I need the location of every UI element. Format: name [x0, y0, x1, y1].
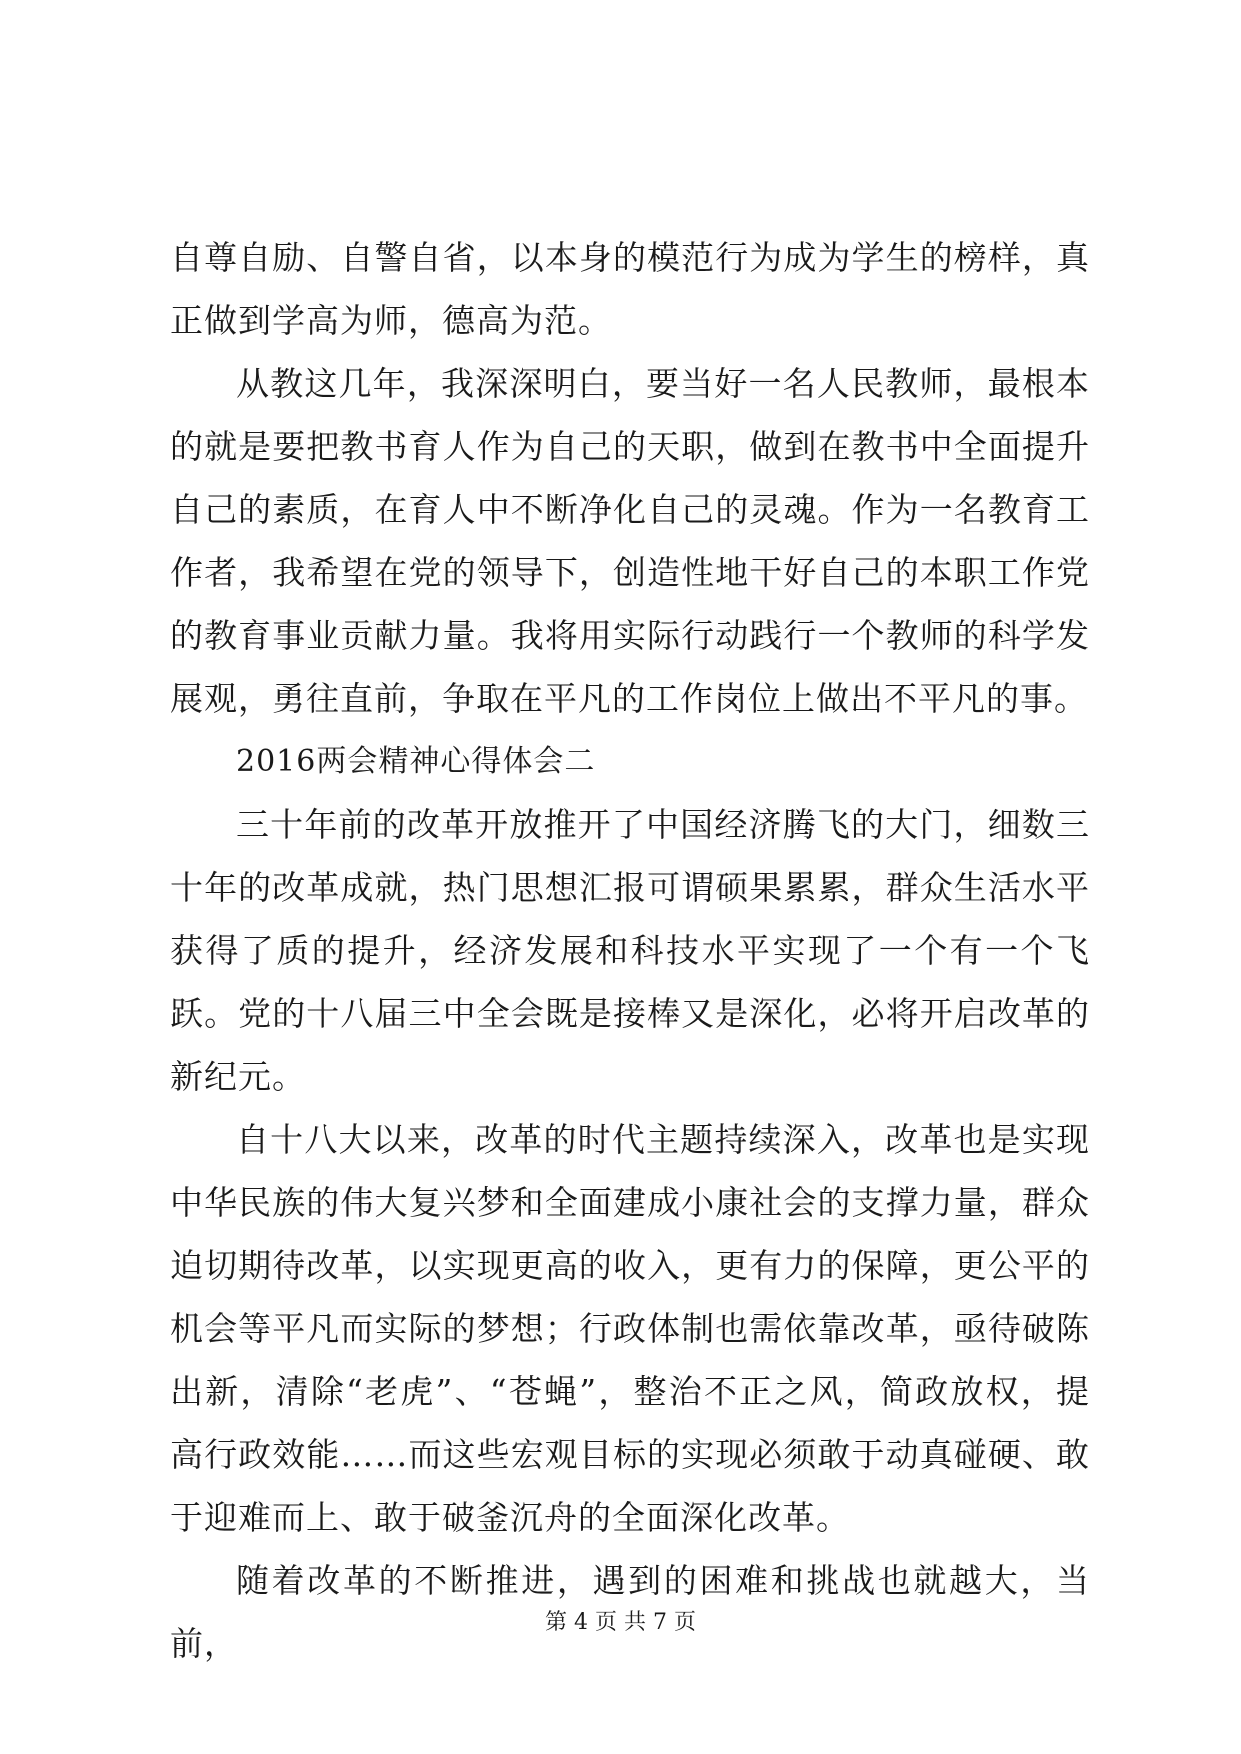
paragraph-4: 自十八大以来，改革的时代主题持续深入，改革也是实现中华民族的伟大复兴梦和全面建成小康社会的支撑力量，群众迫切期待改革，以实现更高的收入，更有力的保障，更公平的机会等平凡而实际的梦想；行政体制也需依靠改革，亟待破陈出新，清除“老虎”、“苍蝇”，整治不正之风，简政放权，提高行政效能……而这些宏观目标的实现必须敢于动真碰硬、敢于迎难而上、敢于破釜沉舟的全面深化改革。 [170, 1120, 1090, 1537]
paragraph-1: 自尊自励、自警自省，以本身的模范行为成为学生的榜样，真正做到学高为师，德高为范。 [170, 238, 1090, 340]
paragraph-5: 随着改革的不断推进，遇到的困难和挑战也就越大，当前， [170, 1561, 1090, 1663]
document-body [170, 226, 1090, 1675]
paragraph-2: 从教这几年，我深深明白，要当好一名人民教师，最根本的就是要把教书育人作为自己的天职，做到在教书中全面提升自己的素质，在育人中不断净化自己的灵魂。作为一名教育工作者，我希望在党的领导下，创造性地干好自己的本职工作党的教育事业贡献力量。我将用实际行动践行一个教师的科学发展观，勇往直前，争取在平凡的工作岗位上做出不平凡的事。 [170, 364, 1090, 718]
section-heading: 2016两会精神心得体会二 [236, 744, 596, 779]
paragraph-3: 三十年前的改革开放推开了中国经济腾飞的大门，细数三十年的改革成就，热门思想汇报可谓硕果累累，群众生活水平获得了质的提升，经济发展和科技水平实现了一个有一个飞跃。党的十八届三中全会既是接棒又是深化，必将开启改革的新纪元。 [170, 805, 1090, 1096]
page-footer: 第 4 页 共 7 页 [545, 1610, 696, 1635]
